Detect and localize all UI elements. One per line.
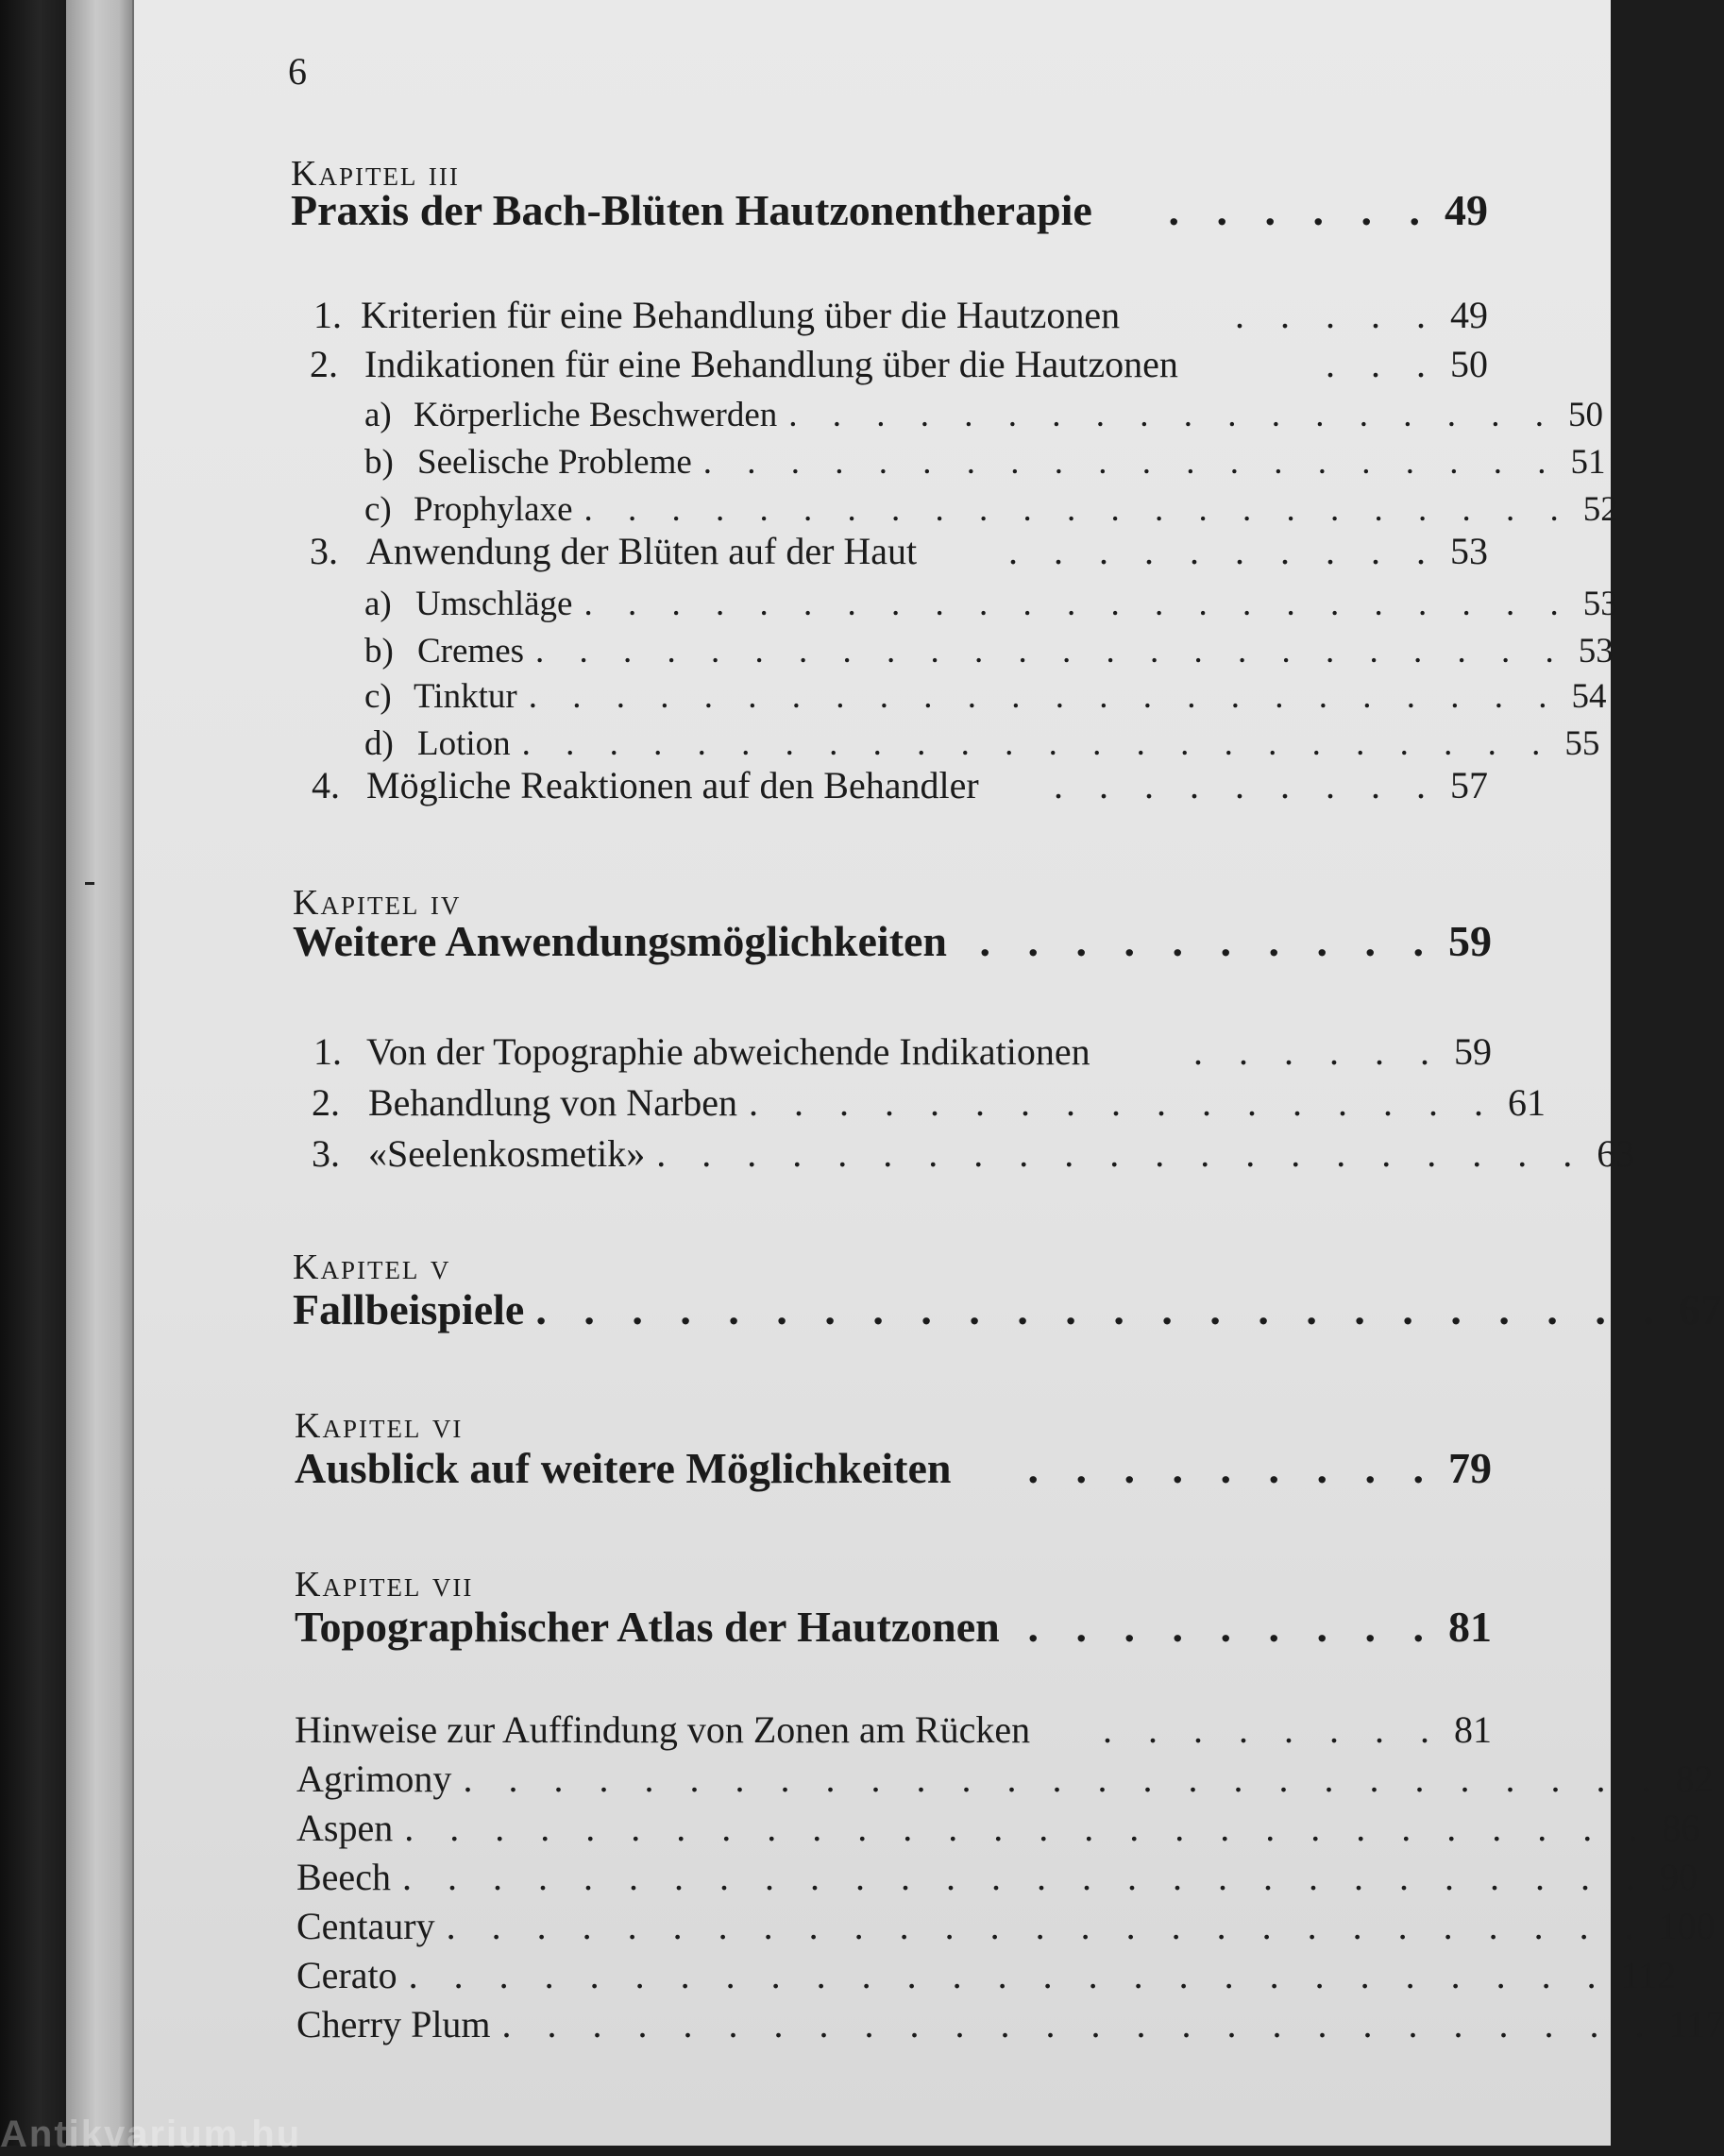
entry-letter: b) xyxy=(364,443,394,482)
chapter-title-row[interactable] xyxy=(293,916,1492,966)
entry-page-ref: 86 xyxy=(1662,1807,1700,1849)
entry-title: Beech xyxy=(296,1856,391,1898)
entry-number: 3. xyxy=(312,1132,340,1175)
chapter-page-ref: 81 xyxy=(1448,1603,1492,1651)
chapter-title-row[interactable] xyxy=(295,1602,1492,1652)
entry-page-ref: 82 xyxy=(1675,1757,1714,1800)
dot-leader: . . . . . . . . . . . . . . . . . xyxy=(749,1081,1497,1124)
entry-title: Anwendung der Blüten auf der Haut xyxy=(366,530,918,572)
entry-title: Hinweise zur Auffindung von Zonen am Rücken xyxy=(295,1708,1031,1751)
chapter-page-ref: 79 xyxy=(1448,1444,1492,1492)
toc-subentry[interactable] xyxy=(364,489,1618,530)
entry-letter: a) xyxy=(364,396,392,434)
chapter-title-row[interactable] xyxy=(291,185,1488,235)
toc-subentry[interactable] xyxy=(364,584,1618,624)
dot-leader: . . . . . . . . . . . . . . . . . . . . . . . . . . . . xyxy=(401,1856,1648,1898)
toc-subentry[interactable] xyxy=(364,676,1607,717)
chapter-title: Fallbeispiele xyxy=(293,1285,525,1333)
toc-subentry[interactable] xyxy=(364,723,1600,764)
margin-mark xyxy=(85,882,94,885)
dot-leader: . . . . . . . . . . . . . . . . . . . . . . . . xyxy=(535,1285,1667,1333)
toc-entry[interactable] xyxy=(312,1131,1635,1176)
dot-leader: . . . . . . . . . . . . . . . . . . . . . xyxy=(656,1132,1586,1175)
toc-entry[interactable] xyxy=(296,1904,1716,1948)
toc-entry[interactable] xyxy=(296,1953,1677,1997)
dot-leader: . . . . . . . . . . xyxy=(979,917,1437,965)
toc-entry[interactable] xyxy=(296,1757,1714,1801)
chapter-title: Praxis der Bach-Blüten Hautzonentherapie xyxy=(291,186,1092,234)
chapter-label: Kapitel vii xyxy=(295,1565,474,1604)
dot-leader: . . . . . . xyxy=(1193,1030,1443,1073)
entry-page-ref: 100 xyxy=(1658,1905,1716,1947)
entry-page-ref: 50 xyxy=(1568,396,1603,434)
entry-page-ref: 50 xyxy=(1450,343,1488,385)
entry-page-ref: 53 xyxy=(1450,530,1488,572)
dot-leader: . . . xyxy=(1326,343,1439,385)
entry-page-ref: 117 xyxy=(1668,2003,1724,2046)
toc-entry[interactable] xyxy=(313,1029,1492,1074)
entry-number: 1. xyxy=(313,294,342,336)
entry-title: Körperliche Beschwerden xyxy=(414,396,778,434)
toc-entry[interactable] xyxy=(312,1080,1547,1125)
dot-leader: . . . . . . . . . . . . . . . . . . . . . . . xyxy=(583,490,1572,529)
chapter-label: Kapitel vi xyxy=(295,1406,464,1446)
entry-page-ref: 49 xyxy=(1450,294,1488,336)
entry-title: Cherry Plum xyxy=(296,2003,491,2046)
entry-title: Behandlung von Narben xyxy=(368,1081,738,1124)
entry-title: Umschläge xyxy=(415,585,573,623)
dot-leader: . . . . . . . . . . . . . . . . . . . . . . . . xyxy=(535,632,1567,671)
entry-page-ref: 81 xyxy=(1454,1708,1492,1751)
toc-entry[interactable] xyxy=(296,2002,1724,2046)
dot-leader: . . . . . . . . . . . . . . . . . . . . . . . . . . . xyxy=(408,1954,1610,1996)
chapter-page-ref: 59 xyxy=(1448,917,1492,965)
entry-page-ref: 53 xyxy=(1582,585,1618,623)
entry-page-ref: 57 xyxy=(1450,764,1488,806)
entry-title: «Seelenkosmetik» xyxy=(368,1132,646,1175)
dot-leader: . . . . . . . . . . . . . . . . . . . . xyxy=(702,443,1560,482)
entry-number: 4. xyxy=(312,764,340,806)
entry-title: Aspen xyxy=(296,1807,394,1849)
entry-title: Centaury xyxy=(296,1905,435,1947)
dot-leader: . . . . . . . . . . . . . . . . . . . . . . . . . . . . xyxy=(404,1807,1651,1849)
page-number: 6 xyxy=(288,50,307,93)
entry-page-ref: 112 xyxy=(1620,1954,1677,1996)
entry-letter: b) xyxy=(364,632,394,671)
entry-page-ref: 54 xyxy=(1571,677,1607,716)
chapter-page-ref: 67 xyxy=(1678,1285,1722,1333)
entry-letter: a) xyxy=(364,585,392,623)
entry-title: Tinktur xyxy=(414,677,517,716)
dot-leader: . . . . . . . . . xyxy=(1054,764,1439,806)
dot-leader: . . . . . . . . . . . . . . . . . . . . . . . . . . . xyxy=(463,1757,1665,1800)
toc-subentry[interactable] xyxy=(364,631,1614,671)
toc-entry[interactable] xyxy=(310,342,1488,386)
entry-title: Cerato xyxy=(296,1954,397,1996)
entry-page-ref: 59 xyxy=(1454,1030,1492,1073)
entry-letter: c) xyxy=(364,490,392,529)
entry-title: Cremes xyxy=(417,632,525,671)
entry-number: 2. xyxy=(312,1081,340,1124)
entry-page-ref: 55 xyxy=(1564,724,1600,763)
dot-leader: . . . . . . . . . xyxy=(1027,1603,1437,1651)
chapter-title: Weitere Anwendungsmöglichkeiten xyxy=(293,917,948,965)
entry-title: Von der Topographie abweichende Indikationen xyxy=(366,1030,1090,1073)
entry-title: Kriterien für eine Behandlung über die Hautzonen xyxy=(361,294,1121,336)
chapter-title-row[interactable] xyxy=(295,1443,1492,1493)
dot-leader: . . . . . . . . xyxy=(1103,1708,1443,1751)
chapter-page-ref: 49 xyxy=(1445,186,1488,234)
entry-title: Lotion xyxy=(417,724,511,763)
entry-number: 1. xyxy=(313,1030,342,1073)
toc-entry[interactable] xyxy=(296,1855,1698,1899)
entry-page-ref: 51 xyxy=(1570,443,1606,482)
dot-leader: . . . . . . . . . . . . . . . . . . . . . . . . xyxy=(521,724,1554,763)
entry-title: Mögliche Reaktionen auf den Behandler xyxy=(366,764,979,806)
chapter-label: Kapitel iv xyxy=(293,883,462,923)
dot-leader: . . . . . . . . . . . . . . . . . . xyxy=(788,396,1557,434)
dot-leader: . . . . . . . . . . . . . . . . . . . . . . . . . . . xyxy=(446,1905,1648,1947)
entry-title: Prophylaxe xyxy=(414,490,573,529)
toc-entry[interactable] xyxy=(310,529,1488,573)
dot-leader: . . . . . . . . . . xyxy=(1008,530,1439,572)
watermark: Antikvarium.hu xyxy=(0,2114,302,2155)
chapter-label: Kapitel iii xyxy=(291,154,460,194)
entry-page-ref: 52 xyxy=(1582,490,1618,529)
dot-leader: . . . . . . . . . . . . . . . . . . . . . . . . . . xyxy=(501,2003,1658,2046)
dot-leader: . . . . . . xyxy=(1168,186,1433,234)
entry-number: 3. xyxy=(310,530,338,572)
chapter-title: Topographischer Atlas der Hautzonen xyxy=(295,1603,1000,1651)
dot-leader: . . . . . xyxy=(1235,294,1439,336)
toc-subentry[interactable] xyxy=(364,395,1603,435)
chapter-label: Kapitel v xyxy=(293,1248,451,1287)
toc-entry[interactable] xyxy=(313,293,1488,337)
entry-page-ref: 53 xyxy=(1578,632,1614,671)
entry-page-ref: 90 xyxy=(1659,1856,1698,1898)
entry-title: Seelische Probleme xyxy=(417,443,692,482)
entry-letter: c) xyxy=(364,677,392,716)
toc-subentry[interactable] xyxy=(364,442,1606,483)
toc-entry[interactable] xyxy=(295,1707,1492,1752)
chapter-title-row[interactable] xyxy=(293,1284,1722,1334)
entry-title: Indikationen für eine Behandlung über die Hautzonen xyxy=(364,343,1178,385)
dot-leader: . . . . . . . . . . . . . . . . . . . . . . . xyxy=(583,585,1572,623)
entry-letter: d) xyxy=(364,724,394,763)
toc-entry[interactable] xyxy=(312,763,1488,807)
page-stack-edge xyxy=(66,0,132,2146)
dot-leader: . . . . . . . . . xyxy=(1027,1444,1437,1492)
chapter-title: Ausblick auf weitere Möglichkeiten xyxy=(295,1444,952,1492)
entry-page-ref: 63 xyxy=(1597,1132,1635,1175)
book-binding xyxy=(0,0,66,2146)
entry-page-ref: 61 xyxy=(1508,1081,1547,1124)
entry-title: Agrimony xyxy=(296,1757,452,1800)
dot-leader: . . . . . . . . . . . . . . . . . . . . . . . . xyxy=(528,677,1561,716)
entry-number: 2. xyxy=(310,343,338,385)
toc-entry[interactable] xyxy=(296,1806,1700,1850)
